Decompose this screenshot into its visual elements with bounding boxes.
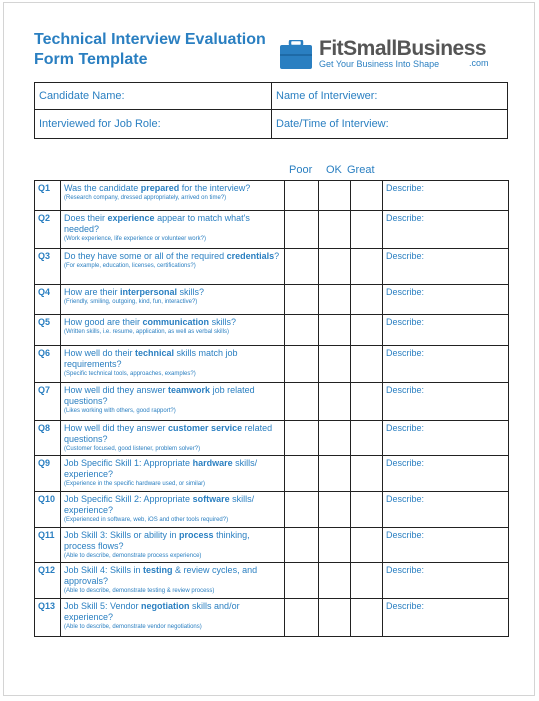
question-keyword: experience	[107, 213, 155, 223]
describe-label: Describe:	[386, 530, 425, 540]
question-number: Q4	[35, 285, 61, 315]
rating-cell-poor[interactable]	[285, 492, 319, 528]
describe-label: Describe:	[386, 251, 425, 261]
question-text-post: for the interview?	[179, 183, 251, 193]
question-text-cell	[61, 456, 285, 492]
question-text-post: skills/ experience?	[64, 494, 255, 515]
describe-cell[interactable]	[383, 315, 509, 346]
rating-cell-poor[interactable]	[285, 456, 319, 492]
question-row	[35, 528, 509, 563]
rating-cell-poor[interactable]	[285, 383, 319, 421]
rating-cell-poor[interactable]	[285, 285, 319, 315]
rating-cell-great[interactable]	[351, 528, 383, 563]
question-text	[64, 601, 281, 623]
question-text-cell	[61, 211, 285, 249]
rating-cell-ok[interactable]	[319, 181, 351, 211]
describe-label: Describe:	[386, 348, 425, 358]
interviewer-name-field[interactable]	[272, 83, 508, 110]
question-text-post: skills?	[177, 287, 205, 297]
question-text-pre: How good are their	[64, 317, 143, 327]
question-number: Q12	[35, 563, 61, 599]
rating-cell-ok[interactable]	[319, 315, 351, 346]
rating-cell-poor[interactable]	[285, 249, 319, 285]
describe-cell[interactable]	[383, 563, 509, 599]
question-row	[35, 383, 509, 421]
question-text	[64, 458, 281, 480]
rating-cell-great[interactable]	[351, 421, 383, 456]
question-keyword: communication	[142, 317, 210, 327]
rating-header-great: Great	[347, 164, 375, 176]
rating-cell-great[interactable]	[351, 599, 383, 637]
question-hint: (Written skills, i.e. resume, application, as well as verbal skills)	[64, 329, 229, 335]
question-text	[64, 423, 281, 445]
question-text-post: thinking, process flows?	[64, 530, 250, 551]
rating-cell-ok[interactable]	[319, 528, 351, 563]
question-number: Q3	[35, 249, 61, 285]
question-text-cell	[61, 563, 285, 599]
rating-cell-ok[interactable]	[319, 249, 351, 285]
rating-cell-ok[interactable]	[319, 599, 351, 637]
question-row	[35, 492, 509, 528]
question-text-pre: Does their	[64, 213, 108, 223]
question-row	[35, 599, 509, 637]
describe-label: Describe:	[386, 213, 425, 223]
question-text	[64, 183, 281, 194]
question-hint: (Specific technical tools, approaches, examples?)	[64, 371, 196, 377]
question-text-pre: Was the candidate	[64, 183, 141, 193]
question-text-post: ?	[274, 251, 280, 261]
question-row	[35, 421, 509, 456]
question-hint: (Customer focused, good listener, problem solver?)	[64, 446, 201, 452]
question-text	[64, 213, 281, 235]
question-text-post: skills?	[209, 317, 237, 327]
question-text-post: appear to match what's needed?	[64, 213, 250, 234]
question-hint: (Likes working with others, good rapport?)	[64, 408, 176, 414]
question-keyword: negotiation	[141, 601, 190, 611]
question-row	[35, 211, 509, 249]
describe-label: Describe:	[386, 458, 425, 468]
question-number: Q5	[35, 315, 61, 346]
rating-cell-great[interactable]	[351, 285, 383, 315]
briefcase-icon	[279, 40, 313, 75]
describe-cell[interactable]	[383, 285, 509, 315]
rating-cell-great[interactable]	[351, 211, 383, 249]
question-hint: (Able to describe, demonstrate vendor negotiations)	[64, 624, 202, 630]
job-role-field[interactable]	[35, 110, 272, 139]
candidate-info-table	[34, 82, 508, 139]
question-hint: (Experienced in software, web, iOS and other tools required?)	[64, 517, 229, 523]
describe-label: Describe:	[386, 565, 425, 575]
question-text-post: skills/ experience?	[64, 458, 258, 479]
rating-cell-great[interactable]	[351, 181, 383, 211]
question-number: Q6	[35, 346, 61, 383]
question-text-pre: Job Skill 4: Skills in	[64, 565, 144, 575]
logo-brand-name: FitSmallBusiness	[319, 37, 487, 60]
questions-table	[34, 180, 509, 637]
describe-cell[interactable]	[383, 346, 509, 383]
rating-cell-ok[interactable]	[319, 211, 351, 249]
question-row	[35, 181, 509, 211]
describe-cell[interactable]	[383, 492, 509, 528]
question-text-pre: How well do their	[64, 348, 136, 358]
question-hint: (Experience in the specific hardware used, or similar)	[64, 481, 206, 487]
question-row	[35, 285, 509, 315]
describe-cell[interactable]	[383, 528, 509, 563]
rating-cell-great[interactable]	[351, 315, 383, 346]
rating-cell-poor[interactable]	[285, 599, 319, 637]
question-hint: (Able to describe, demonstrate testing & review process)	[64, 588, 215, 594]
rating-cell-poor[interactable]	[285, 421, 319, 456]
rating-cell-great[interactable]	[351, 346, 383, 383]
question-text-cell	[61, 599, 285, 637]
question-number: Q13	[35, 599, 61, 637]
describe-cell[interactable]	[383, 181, 509, 211]
interview-datetime-field[interactable]	[272, 110, 508, 139]
interview-datetime-label: Date/Time of Interview:	[276, 118, 389, 130]
question-text-cell	[61, 315, 285, 346]
describe-label: Describe:	[386, 494, 425, 504]
describe-label: Describe:	[386, 183, 425, 193]
question-row	[35, 315, 509, 346]
question-hint: (Research company, dressed appropriately, arrived on time?)	[64, 195, 227, 201]
question-number: Q11	[35, 528, 61, 563]
candidate-name-field[interactable]	[35, 83, 272, 110]
question-row	[35, 249, 509, 285]
question-text-pre: Job Skill 3: Skills or ability in	[64, 530, 180, 540]
question-keyword: customer service	[168, 423, 243, 433]
describe-cell[interactable]	[383, 456, 509, 492]
describe-label: Describe:	[386, 287, 425, 297]
describe-label: Describe:	[386, 423, 425, 433]
rating-cell-ok[interactable]	[319, 285, 351, 315]
question-text-pre: Do they have some or all of the required	[64, 251, 227, 261]
title-line-1: Technical Interview Evaluation	[34, 31, 266, 48]
question-keyword: software	[192, 494, 230, 504]
question-row	[35, 346, 509, 383]
question-number: Q2	[35, 211, 61, 249]
question-text-cell	[61, 181, 285, 211]
question-text-cell	[61, 421, 285, 456]
describe-label: Describe:	[386, 317, 425, 327]
question-text-pre: How are their	[64, 287, 121, 297]
form-title	[34, 30, 284, 70]
describe-cell[interactable]	[383, 421, 509, 456]
question-text-post: related questions?	[64, 423, 273, 444]
question-keyword: prepared	[140, 183, 180, 193]
job-role-label: Interviewed for Job Role:	[39, 118, 161, 130]
rating-cell-poor[interactable]	[285, 528, 319, 563]
describe-cell[interactable]	[383, 249, 509, 285]
question-keyword: hardware	[192, 458, 233, 468]
question-text-pre: Job Specific Skill 1: Appropriate	[64, 458, 193, 468]
question-text-pre: How well did they answer	[64, 423, 169, 433]
question-text-cell	[61, 383, 285, 421]
question-hint: (For example, education, licenses, certifications?)	[64, 263, 196, 269]
describe-cell[interactable]	[383, 383, 509, 421]
question-row	[35, 563, 509, 599]
describe-label: Describe:	[386, 385, 425, 395]
question-text-pre: Job Specific Skill 2: Appropriate	[64, 494, 193, 504]
question-text	[64, 494, 281, 516]
question-number: Q7	[35, 383, 61, 421]
question-keyword: process	[179, 530, 214, 540]
rating-cell-ok[interactable]	[319, 421, 351, 456]
question-text-post: job related questions?	[64, 385, 255, 406]
question-text-pre: Job Skill 5: Vendor	[64, 601, 142, 611]
question-hint: (Able to describe, demonstrate process experience)	[64, 553, 202, 559]
rating-cell-poor[interactable]	[285, 563, 319, 599]
question-text-cell	[61, 346, 285, 383]
rating-cell-poor[interactable]	[285, 211, 319, 249]
question-text-pre: How well did they answer	[64, 385, 169, 395]
question-text-post: & review cycles, and approvals?	[64, 565, 258, 586]
question-text	[64, 385, 281, 407]
question-text-post: skills match job requirements?	[64, 348, 238, 369]
question-text-cell	[61, 492, 285, 528]
interviewer-name-label: Name of Interviewer:	[276, 90, 378, 102]
rating-cell-great[interactable]	[351, 456, 383, 492]
question-keyword: credentials	[226, 251, 275, 261]
candidate-name-label: Candidate Name:	[39, 90, 125, 102]
question-number: Q8	[35, 421, 61, 456]
question-keyword: interpersonal	[120, 287, 178, 297]
rating-cell-great[interactable]	[351, 383, 383, 421]
title-line-2: Form Template	[34, 51, 148, 68]
question-hint: (Friendly, smiling, outgoing, kind, fun, interactive?)	[64, 299, 198, 305]
rating-cell-ok[interactable]	[319, 456, 351, 492]
question-text-cell	[61, 528, 285, 563]
rating-cell-ok[interactable]	[319, 563, 351, 599]
rating-header-poor: Poor	[289, 164, 313, 176]
describe-cell[interactable]	[383, 599, 509, 637]
rating-cell-ok[interactable]	[319, 383, 351, 421]
describe-cell[interactable]	[383, 211, 509, 249]
question-number: Q10	[35, 492, 61, 528]
question-row	[35, 456, 509, 492]
question-number: Q1	[35, 181, 61, 211]
rating-cell-poor[interactable]	[285, 181, 319, 211]
rating-cell-ok[interactable]	[319, 492, 351, 528]
rating-cell-great[interactable]	[351, 249, 383, 285]
question-text	[64, 565, 281, 587]
question-keyword: teamwork	[168, 385, 211, 395]
question-text-cell	[61, 285, 285, 315]
describe-label: Describe:	[386, 601, 425, 611]
question-text-cell	[61, 249, 285, 285]
brand-logo[interactable]	[279, 34, 499, 74]
logo-tagline: Get Your Business Into Shape	[319, 59, 440, 69]
rating-cell-great[interactable]	[351, 492, 383, 528]
question-text	[64, 317, 281, 328]
question-text	[64, 348, 281, 370]
question-number: Q9	[35, 456, 61, 492]
question-text	[64, 287, 281, 298]
rating-cell-great[interactable]	[351, 563, 383, 599]
question-hint: (Work experience, life experience or volunteer work?)	[64, 236, 206, 242]
question-keyword: technical	[135, 348, 175, 358]
question-text-post: skills and/or experience?	[64, 601, 240, 622]
question-keyword: testing	[143, 565, 173, 575]
rating-cell-poor[interactable]	[285, 346, 319, 383]
question-text	[64, 530, 281, 552]
question-text	[64, 251, 281, 262]
rating-cell-ok[interactable]	[319, 346, 351, 383]
rating-header-ok: OK	[326, 164, 342, 176]
logo-com: .com	[469, 58, 489, 68]
rating-cell-poor[interactable]	[285, 315, 319, 346]
